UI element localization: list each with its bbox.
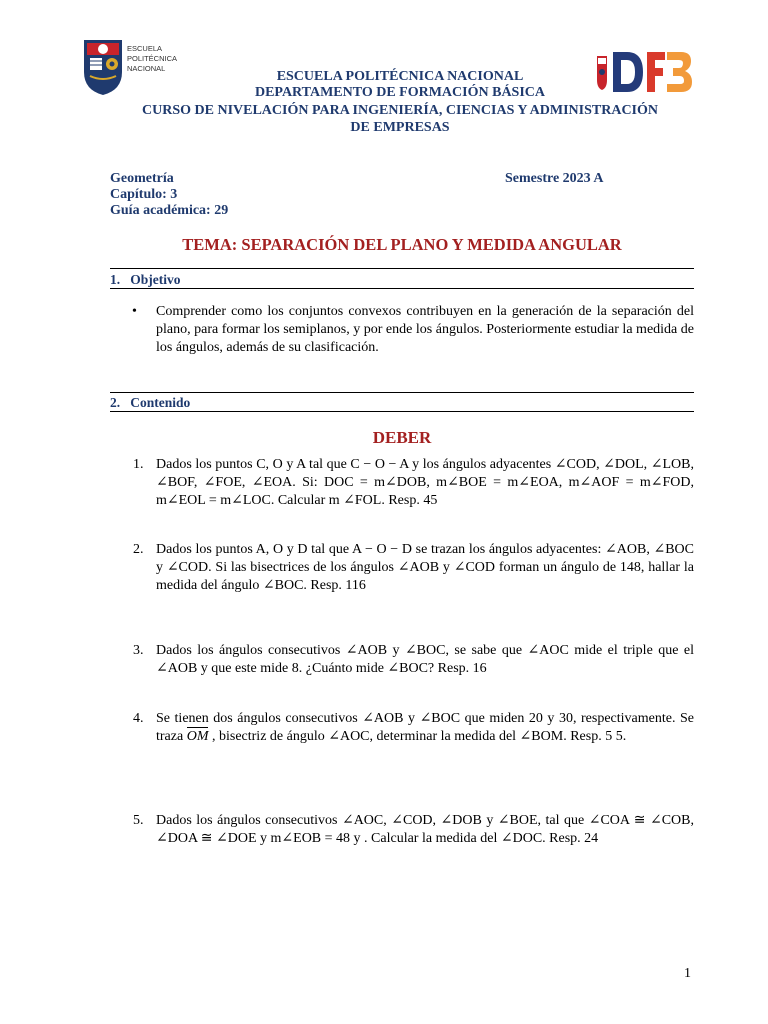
header-line2: DEPARTAMENTO DE FORMACIÓN BÁSICA [254, 85, 546, 100]
problem4-number: 4. [133, 711, 144, 726]
semester: Semestre 2023 A [505, 171, 604, 186]
ray-om: OM [186, 729, 209, 744]
section1-number: 1. [110, 272, 121, 287]
header-line3: CURSO DE NIVELACIÓN PARA INGENIERÍA, CIENCIAS Y ADMINISTRACIÓN [142, 103, 658, 118]
problem4-text [156, 710, 694, 746]
bullet: • [132, 304, 137, 319]
section2-title: Contenido [130, 395, 191, 410]
dfb-logo-text: DFB [595, 46, 597, 47]
epn-logo-text2: POLITÉCNICA [127, 54, 178, 63]
section2-top-rule [110, 392, 694, 393]
problem2-number: 2. [133, 542, 144, 557]
header-line1: ESCUELA POLITÉCNICA NACIONAL [276, 69, 524, 84]
epn-logo-text1: ESCUELA [127, 44, 163, 53]
problem4-text-after: , bisectriz de ángulo ∠AOC, determinar la medida del ∠BOM. Resp. 5 5. [211, 729, 627, 744]
topic-title: TEMA: SEPARACIÓN DEL PLANO Y MEDIDA ANGULAR [182, 235, 622, 254]
guide-number: Guía académica: 29 [110, 203, 229, 218]
problem1-text: Dados los puntos C, O y A tal que C − O − A y los ángulos adyacentes ∠COD, ∠DOL, ∠LOB, ∠BOF, ∠FOE, ∠EOA. Si: DOC = m∠DOB, m∠BOE = m∠EOA, m∠AOF = m∠FOD, m∠EOL = m∠LOC. Calcular m ∠FOL. Resp. 45 [156, 457, 694, 508]
section1-bottom-rule [110, 288, 694, 289]
section1-title: Objetivo [130, 272, 181, 287]
header-line4: DE EMPRESAS [350, 120, 450, 135]
problem2-text: Dados los puntos A, O y D tal que A − O − D se trazan los ángulos adyacentes: ∠AOB, ∠BOC y ∠COD. Si las bisectrices de los ángulos ∠AOB y ∠COD forman un ángulo de 148, hallar la medida del ángulo ∠BOC. Resp. 116 [156, 542, 694, 593]
problem5-text: Dados los ángulos consecutivos ∠AOC, ∠COD, ∠DOB y ∠BOE, tal que ∠COA ≅ ∠COB, ∠DOA ≅ ∠DOE y m∠EOB = 48 y . Calcular la medida del ∠DOC. Resp. 24 [156, 813, 694, 846]
section2-heading [110, 395, 694, 411]
problem3-number: 3. [133, 643, 144, 658]
section1-heading [110, 272, 694, 288]
section2-number: 2. [110, 395, 121, 410]
problem1-number: 1. [133, 457, 144, 472]
problem3-text: Dados los ángulos consecutivos ∠AOB y ∠BOC, se sabe que ∠AOC mide el triple que el ∠AOB y que este mide 8. ¿Cuánto mide ∠BOC? Resp. 16 [156, 643, 694, 676]
objective-text: Comprender como los conjuntos convexos contribuyen en la generación de la separación del plano, para formar los semiplanos, y por ende los ángulos. Posteriormente estudiar la medida de los ángulos, además de su clasificación. [156, 304, 694, 355]
homework-title: DEBER [372, 428, 432, 447]
subject: Geometría [110, 171, 174, 186]
section1-top-rule [110, 268, 694, 269]
section2-bottom-rule [110, 411, 694, 412]
page-number: 1 [684, 966, 691, 981]
chapter: Capítulo: 3 [110, 187, 178, 202]
epn-logo-text3: NACIONAL [127, 64, 166, 73]
problem4-text-before: Se tienen dos ángulos consecutivos ∠AOB y ∠BOC que miden 20 y 30, respectivamente. Se traza [156, 711, 694, 744]
problem5-number: 5. [133, 813, 144, 828]
